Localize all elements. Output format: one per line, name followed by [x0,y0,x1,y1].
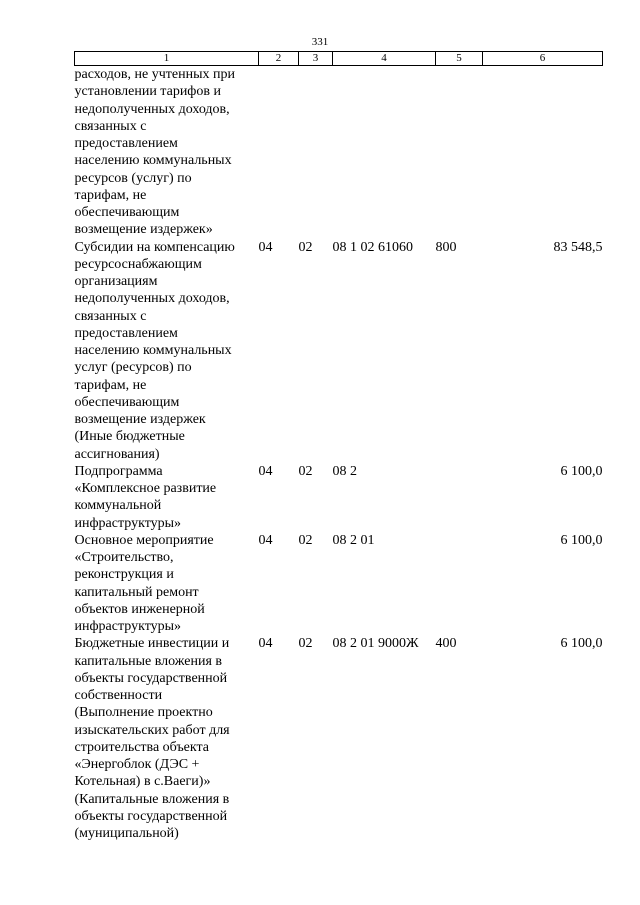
row-target-article: 08 2 01 9000Ж [332,636,419,652]
row-amount: 6 100,0 [560,532,603,548]
page-number: 331 [311,36,329,48]
row-section: 04 [258,636,273,652]
row-expense-type [436,66,483,239]
row-target-article [333,66,436,239]
row-target-article: 08 2 [332,463,357,479]
row-subsection: 02 [298,463,313,479]
row-section: 04 [258,532,273,548]
row-name: Основное мероприятие «Строительство, реконструкция и капитальный ремонт объектов инженерной инфраструктуры» [74,532,214,634]
row-target-article: 08 1 02 61060 [332,239,413,255]
row-subsection: 02 [298,636,313,652]
row-expense-type: 800 [435,239,457,255]
row-section: 04 [258,239,273,255]
row-expense-type [436,532,483,636]
budget-table [74,51,603,842]
column-header-3: 3 [299,52,333,66]
column-header-1: 1 [75,52,259,66]
table-row [75,66,603,239]
row-name: Бюджетные инвестиции и капитальные вложения в объекты государственной собственности (Выполнение проектно изыскательских работ для строительства объекта «Энергоблок (ДЭС + Котельная) в с.Ваеги)» (Капитальные вложения в объекты государственной (муниципальной) [74,636,230,841]
table-row [75,239,603,463]
column-header-6: 6 [483,52,603,66]
row-amount [483,66,603,239]
row-amount: 83 548,5 [553,239,603,255]
row-section: 04 [258,463,273,479]
row-subsection [299,66,333,239]
row-name: Субсидии на компенсацию ресурсоснабжающим организациям недополученных доходов, связанных с предоставлением населению коммунальных услуг (ресурсов) по тарифам, не обеспечивающим возмещение издержек (Иные бюджетные ассигнования) [74,239,235,462]
table-header-row [75,52,603,66]
column-header-2: 2 [259,52,299,66]
table-row [75,463,603,532]
row-section [259,66,299,239]
row-amount: 6 100,0 [560,636,603,652]
table-row [75,635,603,842]
row-amount: 6 100,0 [560,463,603,479]
row-subsection: 02 [298,532,313,548]
row-expense-type: 400 [435,636,457,652]
row-target-article: 08 2 01 [332,532,375,548]
column-header-4: 4 [333,52,436,66]
row-name: расходов, не учтенных при установлении тарифов и недополученных доходов, связанных с предоставлением населению коммунальных ресурсов (услуг) по тарифам, не обеспечивающим возмещение издержек» [74,67,235,238]
row-subsection: 02 [298,239,313,255]
row-name: Подпрограмма «Комплексное развитие коммунальной инфраструктуры» [74,463,217,531]
row-expense-type [436,463,483,532]
table-row [75,532,603,636]
column-header-5: 5 [436,52,483,66]
